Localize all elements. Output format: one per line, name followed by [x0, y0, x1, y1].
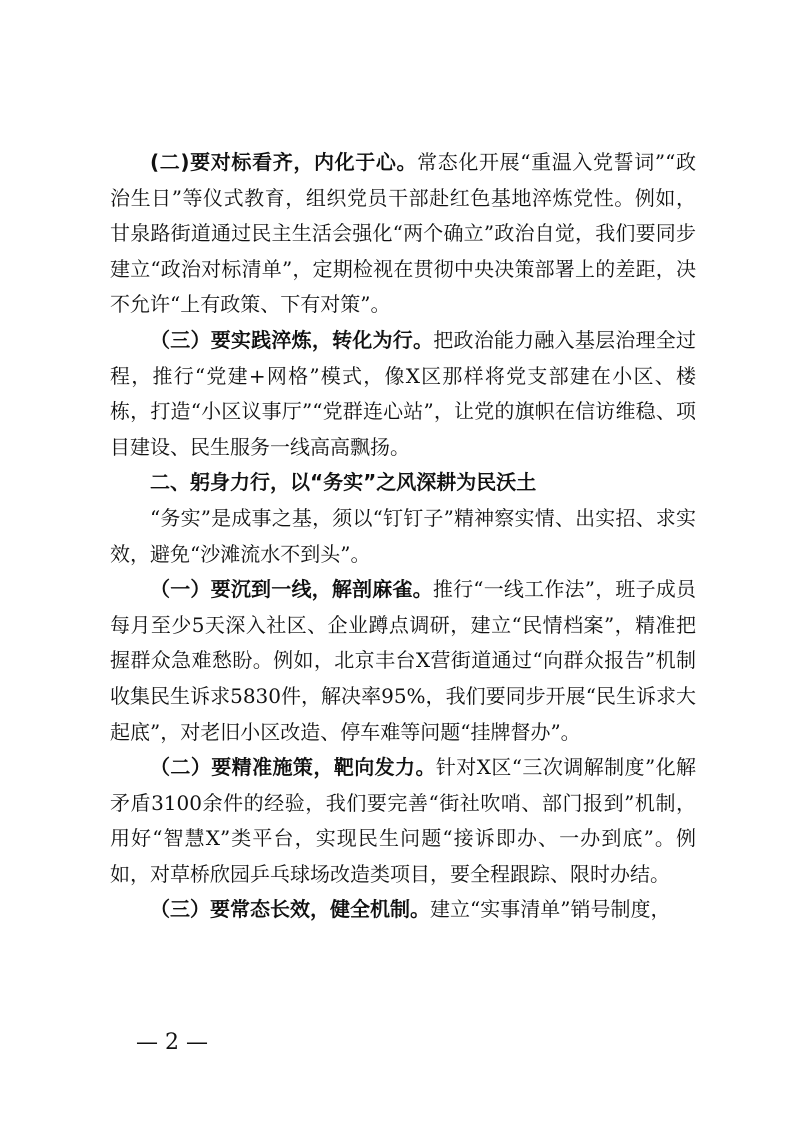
- paragraph-text: 把政治能力融入基层治理全过程，推行“党建+网格”模式，像X区那样将党支部建在小区、楼栋，打造“小区议事厅”“党群连心站”，让党的旗帜在信访维稳、项目建设、民生服务一线高高飘扬。: [110, 327, 697, 459]
- paragraph-text: 针对X区“三次调解制度”化解矛盾3100余件的经验，我们要完善“街社吹哨、部门报到”机制，用好“智慧X”类平台，实现民生问题“接诉即办、一办到底”。例如，对草桥欣园乒乓球场改造类项目，要全程跟踪、限时办结。: [110, 755, 697, 886]
- subheading-align-standards: (二)要对标看齐，内化于心。: [150, 150, 418, 174]
- paragraph-text: 建立“实事清单”销号制度，: [430, 897, 671, 922]
- subheading-long-term-mechanism: （三）要常态长效，健全机制。: [150, 897, 430, 922]
- paragraph-pragmatic-intro: [110, 501, 696, 572]
- paragraph-align-standards: [110, 145, 696, 323]
- paragraph-practice-tempering: [110, 323, 696, 465]
- subheading-practice-tempering: （三）要实践淬炼，转化为行。: [150, 327, 434, 352]
- paragraph-text: 推行“一线工作法”，班子成员每月至少5天深入社区、企业蹲点调研，建立“民情档案”，精准把握群众急难愁盼。例如，北京丰台X营街道通过“向群众报告”机制收集民生诉求5830件，解决率95%，我们要同步开展“民生诉求大起底”，对老旧小区改造、停车难等问题“挂牌督办”。: [110, 577, 697, 744]
- paragraph-text: 常态化开展“重温入党誓词”“政治生日”等仪式教育，组织党员干部赴红色基地淬炼党性。例如，甘泉路街道通过民主生活会强化“两个确立”政治自觉，我们要同步建立“政治对标清单”，定期检视在贯彻中央决策部署上的差距，决不允许“上有政策、下有对策”。: [110, 150, 696, 317]
- paragraph-text: “务实”是成事之基，须以“钉钉子”精神察实情、出实招、求实效，避免“沙滩流水不到头”。: [110, 505, 696, 566]
- paragraph-frontline: [110, 572, 696, 750]
- paragraph-precise-measures: [110, 750, 696, 892]
- page-number: — 2 —: [136, 1030, 208, 1055]
- document-body: [110, 145, 696, 928]
- paragraph-long-term-mechanism: [110, 892, 696, 928]
- subheading-precise-measures: （二）要精准施策，靶向发力。: [150, 755, 436, 780]
- section-heading-pragmatic: 二、躬身力行，以“务实”之风深耕为民沃土: [150, 470, 537, 495]
- subheading-frontline: （一）要沉到一线，解剖麻雀。: [150, 577, 433, 602]
